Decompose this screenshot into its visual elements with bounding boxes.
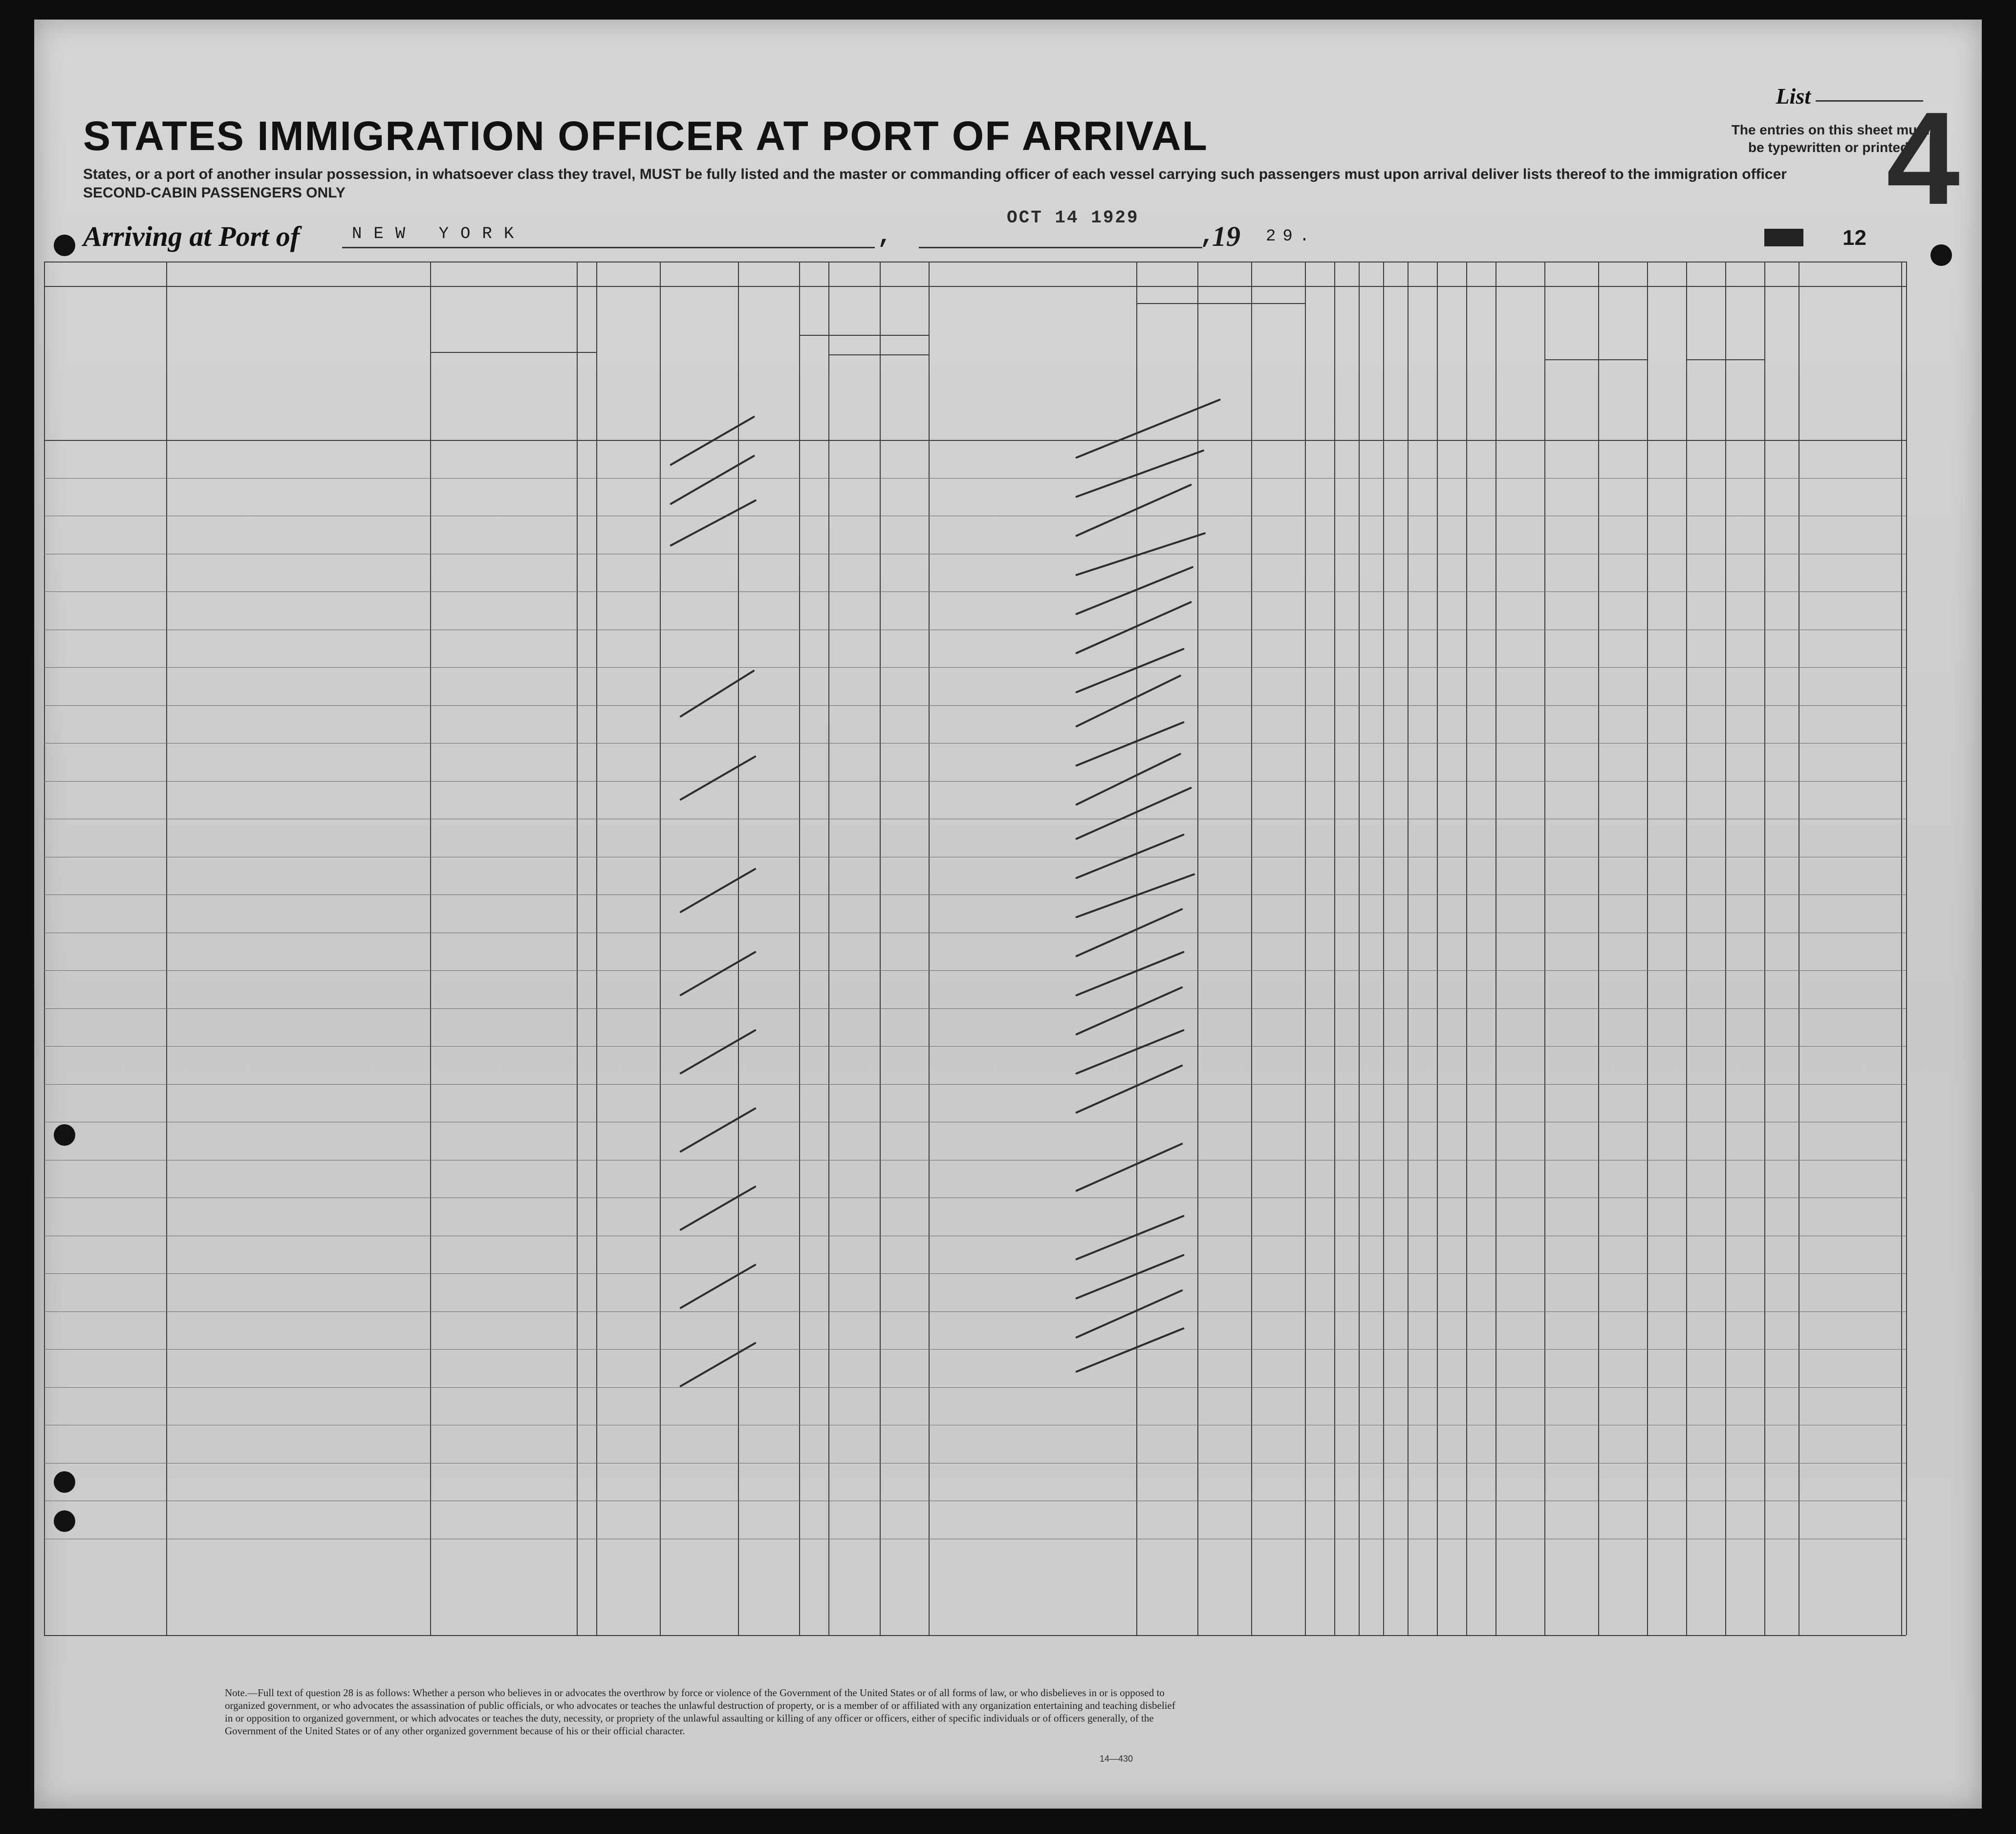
header-rule: [430, 352, 596, 353]
column-header: [1686, 325, 1764, 340]
form-title: STATES IMMIGRATION OFFICER AT PORT OF ARRIVAL: [83, 113, 1208, 159]
entries-note: The entries on this sheet must be typewritten or printed.: [1731, 122, 1929, 155]
column-header: [169, 345, 427, 403]
column-rule: [1725, 262, 1726, 1635]
header-rule: [1686, 359, 1764, 360]
column-header: [932, 345, 1133, 413]
form-number: 14—430: [1100, 1754, 1133, 1764]
form-subtitle: States, or a port of another insular possession, in whatsoever class they travel, MUST be fully listed and the master or commanding officer of each vessel carrying such passengers must upon arrival deliver lists thereof to the immigration officer: [83, 166, 1787, 182]
list-label: List: [1776, 84, 1811, 109]
column-rule: [1197, 262, 1198, 1635]
arriving-label: Arriving at Port of: [83, 220, 300, 252]
date-stamp: OCT 14 1929: [1007, 208, 1139, 228]
column-header: [830, 369, 878, 408]
row-rule: [44, 970, 1906, 971]
footnote: Note.—Full text of question 28 is as follows: Whether a person who believes in or advocates the overthrow by force or violence of the Government of the United States or of all forms of law, or who disbelieves in or is opposed to organized government, or who advocates the assassination of public officials, or who advocates or teaches the unlawful destruction of property, or is a member of or affiliated with any organization entertaining and teaching disbelief in or opposition to organized government, or which advocates or teaches the duty, necessity, or propriety of the unlawful assaulting or killing of any officer or officers, either of specific individuals or of officers generally, of the Government of the United States or of any other organized government because of his or their official character.: [225, 1687, 1175, 1737]
column-rule: [1906, 262, 1907, 1635]
header-rule: [828, 354, 929, 355]
column-header: [802, 291, 926, 335]
column-rule: [1136, 262, 1137, 1635]
column-header: [433, 330, 593, 349]
column-header: [1469, 330, 1493, 389]
sheet-number: 12: [1843, 226, 1866, 250]
punctuation: ,: [877, 222, 892, 250]
column-header: [663, 364, 735, 428]
column-rule: [1334, 262, 1335, 1635]
row-rule: [44, 1008, 1906, 1009]
manifest-sheet: [34, 20, 1982, 1809]
punch-hole: [54, 235, 75, 256]
column-rule: [1437, 262, 1438, 1635]
column-header: [433, 315, 593, 330]
column-rule: [828, 262, 829, 1635]
list-number: 4: [1886, 85, 1960, 232]
punctuation: ,: [1200, 222, 1215, 250]
class-line: SECOND-CABIN PASSENGERS ONLY: [83, 185, 346, 201]
column-rule: [929, 262, 930, 1635]
header-rule: [44, 440, 1906, 441]
column-header: [580, 384, 593, 398]
column-rule: [166, 262, 167, 1635]
column-rule: [1598, 262, 1599, 1635]
column-rule: [596, 262, 597, 1635]
row-rule: [44, 705, 1906, 706]
column-header: [1686, 393, 1725, 408]
column-header: [1498, 330, 1541, 408]
column-rule: [430, 262, 431, 1635]
punch-hole: [54, 1510, 75, 1532]
column-rule: [44, 262, 45, 1635]
column-rule: [577, 262, 578, 1635]
port-value: NEW YORK: [352, 225, 526, 243]
row-rule: [44, 1084, 1906, 1085]
column-rule: [1466, 262, 1467, 1635]
header-rule: [44, 1635, 1906, 1636]
punch-hole: [54, 1471, 75, 1493]
header-rule: [799, 335, 929, 336]
column-header: [1650, 349, 1683, 389]
column-rule: [1544, 262, 1545, 1635]
column-header: [433, 384, 574, 398]
row-rule: [44, 1046, 1906, 1047]
year-suffix: 29.: [1266, 227, 1317, 246]
column-header: [47, 335, 163, 393]
column-header: [800, 384, 827, 413]
column-header: [1544, 325, 1647, 340]
row-rule: [44, 1387, 1906, 1388]
row-rule: [44, 781, 1906, 782]
punch-hole: [1930, 244, 1952, 266]
port-underline: [342, 247, 875, 248]
column-rule: [1251, 262, 1252, 1635]
row-rule: [44, 667, 1906, 668]
column-header: [830, 340, 927, 354]
row-rule: [44, 1311, 1906, 1312]
column-rule: [1686, 262, 1687, 1635]
column-header: [1138, 290, 1303, 305]
header-rule: [1544, 359, 1647, 360]
row-rule: [44, 591, 1906, 592]
row-rule: [44, 478, 1906, 479]
column-rule: [1359, 262, 1360, 1635]
column-rule: [1408, 262, 1409, 1635]
column-rule: [880, 262, 881, 1635]
row-rule: [44, 1273, 1906, 1274]
header-rule: [44, 286, 1906, 287]
column-header: [1769, 369, 1901, 389]
row-rule: [44, 1349, 1906, 1350]
column-rule: [660, 262, 661, 1635]
column-rule: [1901, 262, 1902, 1635]
column-rule: [799, 262, 800, 1635]
column-header: [882, 379, 927, 398]
date-underline: [919, 247, 1202, 248]
stamp-mark: [1764, 229, 1803, 246]
column-rule: [1383, 262, 1384, 1635]
column-rule: [1764, 262, 1765, 1635]
column-rule: [738, 262, 739, 1635]
column-header: [663, 315, 735, 359]
column-header: [1725, 393, 1764, 408]
column-rule: [1647, 262, 1648, 1635]
punch-hole: [54, 1124, 75, 1146]
year-prefix: 19: [1212, 220, 1240, 252]
header-rule: [1136, 303, 1305, 304]
column-rule: [1305, 262, 1306, 1635]
